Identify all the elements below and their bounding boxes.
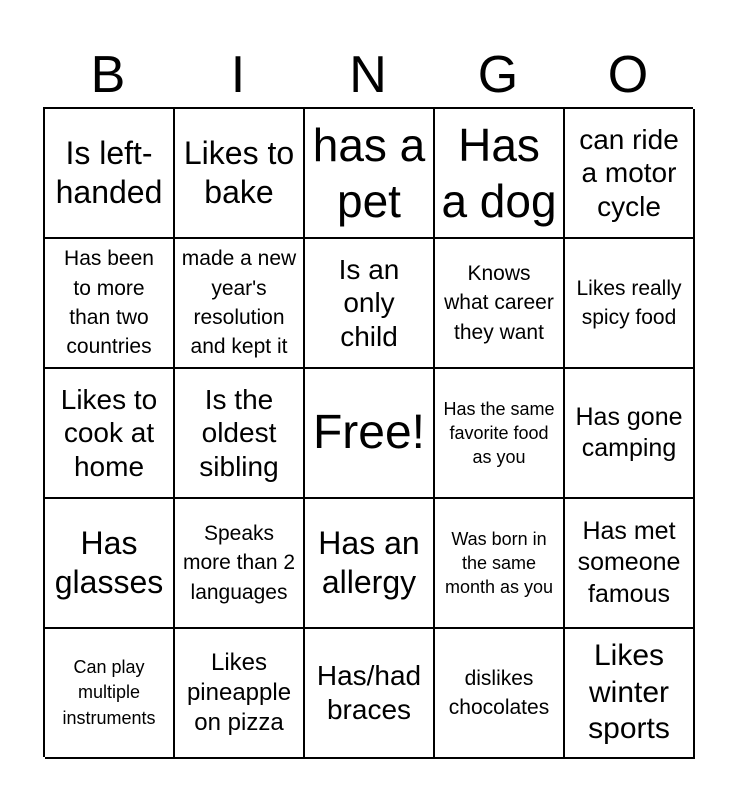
bingo-cell[interactable] (435, 239, 565, 369)
cell-text: made a new year's resolution and kept it (181, 247, 297, 359)
bingo-header (43, 44, 693, 106)
cell-text: Has been to more than two countries (64, 247, 154, 359)
cell-text: Likes winter sports (588, 639, 670, 746)
header-letter-b: B (90, 46, 126, 104)
bingo-cell[interactable] (175, 369, 305, 499)
header-letter-i: I (230, 46, 246, 104)
bingo-cell[interactable] (45, 239, 175, 369)
bingo-board (43, 107, 693, 757)
cell-text: Has gone camping (575, 402, 683, 462)
bingo-cell[interactable] (45, 629, 175, 759)
cell-text: Has met someone famous (577, 517, 681, 608)
bingo-cell[interactable] (45, 499, 175, 629)
cell-text: Likes really spicy food (576, 276, 682, 329)
bingo-cell[interactable] (175, 629, 305, 759)
bingo-cell[interactable] (435, 369, 565, 499)
cell-text: Has glasses (54, 524, 164, 600)
header-letter-g: G (477, 46, 519, 104)
bingo-cell[interactable] (45, 109, 175, 239)
free-space-cell[interactable] (305, 369, 435, 499)
cell-text: Is an only child (338, 253, 400, 352)
cell-text: Likes to bake (183, 134, 295, 210)
cell-text: Has an allergy (318, 524, 420, 600)
header-letter-n: N (349, 46, 387, 104)
bingo-cell[interactable] (435, 629, 565, 759)
bingo-cell[interactable] (435, 499, 565, 629)
cell-text: Is the oldest sibling (199, 383, 279, 482)
cell-text: Was born in the same month as you (444, 528, 554, 598)
bingo-cell[interactable] (305, 499, 435, 629)
cell-text: Speaks more than 2 languages (182, 521, 296, 604)
cell-text: Has a dog (441, 118, 557, 227)
bingo-cell[interactable] (565, 629, 695, 759)
bingo-cell[interactable] (45, 369, 175, 499)
cell-text: has a pet (312, 118, 426, 227)
cell-text: dislikes chocolates (448, 666, 550, 719)
bingo-cell[interactable] (565, 109, 695, 239)
bingo-cell[interactable] (565, 369, 695, 499)
cell-text: Has the same favorite food as you (443, 398, 555, 468)
cell-text: Can play multiple instruments (62, 656, 156, 728)
bingo-cell[interactable] (305, 109, 435, 239)
bingo-cell[interactable] (175, 239, 305, 369)
cell-text: Likes pineapple on pizza (186, 649, 292, 736)
cell-text: Likes to cook at home (60, 383, 158, 482)
free-space-label: Free! (312, 406, 426, 460)
cell-text: Knows what career they want (444, 261, 554, 344)
cell-text: can ride a motor cycle (579, 123, 679, 222)
bingo-cell[interactable] (565, 499, 695, 629)
bingo-cell[interactable] (565, 239, 695, 369)
cell-text: Is left-handed (55, 134, 163, 210)
bingo-cell[interactable] (435, 109, 565, 239)
cell-text: Has/had braces (316, 660, 422, 725)
bingo-cell[interactable] (175, 109, 305, 239)
bingo-cell[interactable] (175, 499, 305, 629)
bingo-cell[interactable] (305, 239, 435, 369)
header-letter-o: O (607, 46, 649, 104)
bingo-cell[interactable] (305, 629, 435, 759)
